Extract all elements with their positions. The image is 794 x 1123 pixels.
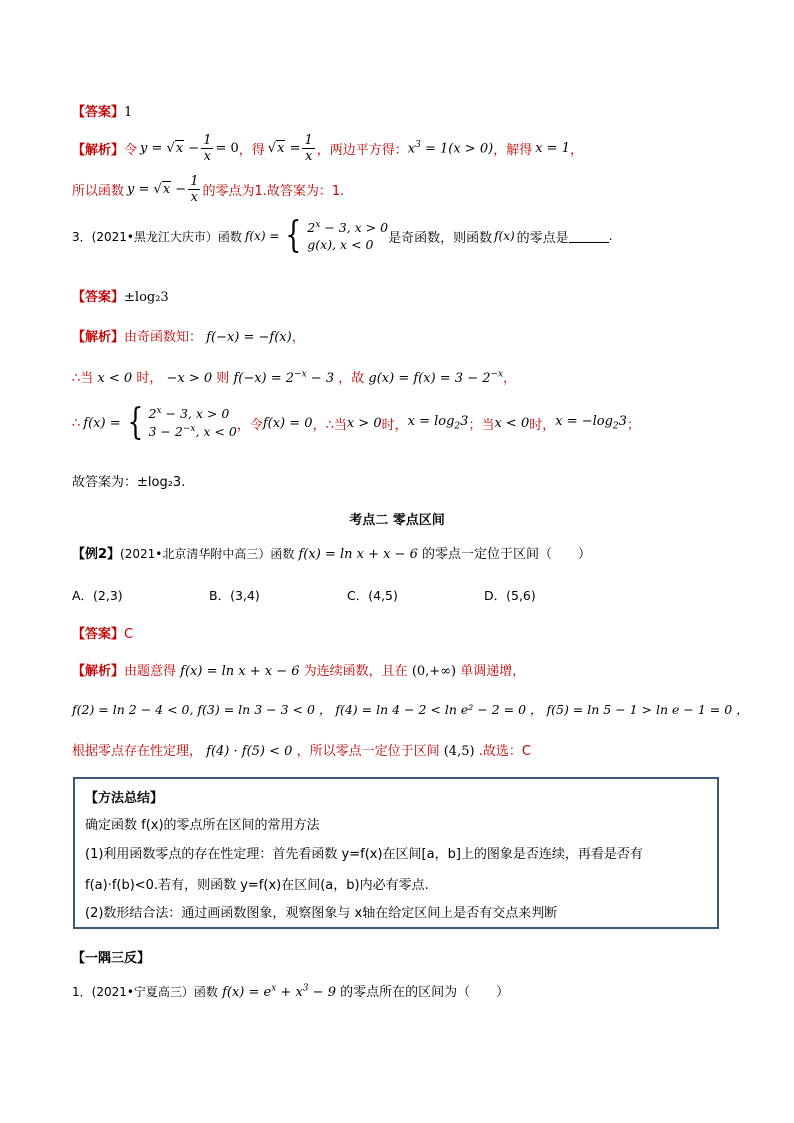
math-expression: x > 0 <box>346 415 382 431</box>
math-expression: f(2) = ln 2 − 4 < 0, f(3) = ln 3 − 3 < 0 ， f(4) = ln 4 − 2 < ln e² − 2 = 0 ， f(5) = ln 5 − 1 > ln e − 1 = 0 ， <box>72 702 749 717</box>
answer-value: ±log₂3 <box>124 290 169 305</box>
question-text: 1．(2021•宁夏高三）函数 <box>72 985 218 999</box>
option-c: C．(4,5) <box>347 588 398 603</box>
answer-value: 1 <box>124 105 133 120</box>
analysis-text: 的零点为1.故答案为：1. <box>202 184 345 199</box>
analysis-text: 为连续函数，且在 <box>303 664 408 679</box>
analysis-text: 时， <box>529 417 556 433</box>
piecewise-function: { $2^x - 3$, x > 0 $3 - 2^{-x}$, x < 0 <box>127 402 237 444</box>
math-expression: f(x) = ln x + x − 6 <box>180 664 300 679</box>
math-expression: y = √x − <box>140 141 200 156</box>
fraction: $\frac{1}{x}$ <box>203 133 212 164</box>
piecewise-function: { $2^x - 3$, x > 0 g(x), x < 0 <box>285 215 389 256</box>
math-expression: f(−x) = −f(x) <box>206 330 292 345</box>
analysis-text: ，故 <box>338 371 365 386</box>
math-expression: $x^3 = 1(x > 0)$ <box>407 140 494 157</box>
analysis-line-3-1: 【解析】由奇函数知： f(−x) = −f(x)， <box>72 330 305 345</box>
fraction: $\frac{1}{x}$ <box>190 174 199 205</box>
analysis-text: 则 <box>216 371 230 386</box>
analysis-text: 所以函数 <box>72 184 125 199</box>
analysis-text: .故选：C <box>478 744 531 759</box>
analysis-line-3-2: ∴当 x < 0 时， −x > 0 则 $f(-x) = 2^{-x} - 3$ ，故 $g(x) = f(x) = 3 - 2^{-x}$， <box>72 369 517 386</box>
analysis-text: ，所以零点一定位于区间 <box>296 744 440 759</box>
question-3 <box>72 215 613 256</box>
answer-tag: 【答案】 <box>72 290 125 305</box>
math-expression: −x > 0 <box>166 371 213 386</box>
math-expression: f(x) = 0 <box>262 415 313 431</box>
math-expression: f(x) = <box>244 229 280 243</box>
summary-line: 确定函数 f(x)的零点所在区间的常用方法 <box>85 818 320 833</box>
math-expression: x < 0 <box>97 371 133 386</box>
answer-line-3 <box>72 286 169 305</box>
math-expression: f(4) · f(5) < 0 <box>206 744 293 759</box>
answer-value: C <box>124 627 134 642</box>
question-text: 是奇函数，则函数 <box>388 230 493 246</box>
analysis-text: 由奇函数知： <box>124 330 203 345</box>
math-expression: f(x) = <box>83 415 121 431</box>
example-2-question <box>72 543 591 562</box>
analysis-text: 令 <box>124 143 138 158</box>
section-title: 考点二 零点区间 <box>349 513 445 528</box>
analysis-line-prev-1: 【解析】 令 y = √x − $\frac{1}{x}$ = 0 ，得 √x = $\frac{1}{x}$ ，两边平方得： $x^3 = 1(x > 0)$ ，解得 x = 1 ， <box>72 133 583 164</box>
math-expression: x = 1 <box>535 141 570 156</box>
question-text: 的零点是 <box>516 230 569 246</box>
question-text: (2021•北京清华附中高三）函数 <box>120 547 295 561</box>
option-a: A．(2,3) <box>72 588 123 603</box>
question-text: 的零点所在的区间为（ ） <box>340 985 510 1000</box>
fraction: $\frac{1}{x}$ <box>304 133 313 164</box>
option-b: B．(3,4) <box>209 588 260 603</box>
summary-title: 【方法总结】 <box>85 791 164 806</box>
math-expression: x < 0 <box>494 415 530 431</box>
practice-question-1 <box>72 981 509 1000</box>
math-expression: $f(x) = e^x + x^3 - 9$ <box>222 983 336 1000</box>
analysis-text: 由题意得 <box>124 664 177 679</box>
answer-tag: 【答案】 <box>72 627 125 642</box>
math-expression: (0,+∞) <box>411 664 457 679</box>
math-expression: $f(-x) = 2^{-x} - 3$ <box>233 369 335 386</box>
analysis-text: ，两边平方得： <box>316 143 408 158</box>
math-expression: f(x) = ln x + x − 6 <box>298 547 418 562</box>
question-text: 3．(2021•黑龙江大庆市）函数 <box>72 229 242 244</box>
analysis-text: ，令 <box>236 417 263 433</box>
final-answer-text: 故答案为：±log₂3. <box>72 475 186 490</box>
analysis-text: ；当 <box>468 417 495 433</box>
answer-tag: 【答案】 <box>72 105 125 120</box>
analysis-tag: 【解析】 <box>72 330 125 345</box>
analysis-text: ∴ <box>72 415 81 431</box>
answer-line-ex2 <box>72 623 133 642</box>
math-expression: $g(x) = f(x) = 3 - 2^{-x}$ <box>368 369 504 386</box>
math-expression: $x = -\log_23$ <box>555 414 627 432</box>
analysis-text: 时， <box>381 417 408 433</box>
math-expression: f(x) <box>494 229 515 243</box>
analysis-tag: 【解析】 <box>72 664 125 679</box>
answer-blank <box>569 229 609 243</box>
analysis-line-3-3 <box>72 402 640 444</box>
analysis-text: ，解得 <box>493 143 533 158</box>
math-expression: √x = <box>267 141 301 156</box>
math-expression: (4,5) <box>443 744 475 759</box>
option-d: D．(5,6) <box>484 588 536 603</box>
math-expression: $x = \log_23$ <box>407 414 469 432</box>
analysis-text: ， <box>569 143 583 158</box>
analysis-line-ex2-1 <box>72 660 525 679</box>
analysis-text: 根据零点存在性定理， <box>72 744 203 759</box>
analysis-line-prev-2 <box>72 175 344 204</box>
method-summary-box <box>73 777 719 929</box>
summary-line: f(a)·f(b)<0.若有，则函数 y=f(x)在区间(a，b)内必有零点. <box>85 878 429 893</box>
analysis-line-ex2-2 <box>72 700 749 718</box>
question-text: 的零点一定位于区间（ ） <box>422 547 592 562</box>
analysis-text: 时， <box>136 371 163 386</box>
analysis-text: ； <box>626 417 640 433</box>
analysis-tag: 【解析】 <box>72 143 125 158</box>
question-text: . <box>608 229 613 243</box>
summary-line: (1)利用函数零点的存在性定理：首先看函数 y=f(x)在区间[a，b]上的图象是否连续，再看是否有 <box>85 847 643 862</box>
final-answer-3 <box>72 471 185 490</box>
summary-line: (2)数形结合法：通过画函数图象，观察图象与 x轴在给定区间上是否有交点来判断 <box>85 906 558 921</box>
analysis-text: 单调递增， <box>460 664 526 679</box>
example-tag: 【例2】 <box>72 547 121 562</box>
analysis-text: ，得 <box>238 143 265 158</box>
answer-line-prev <box>72 101 132 120</box>
math-expression: y = √x − <box>127 182 187 197</box>
analysis-text: ∴当 <box>72 371 94 386</box>
analysis-text: ，∴当 <box>312 417 347 433</box>
practice-heading: 【一隅三反】 <box>72 951 151 966</box>
analysis-line-ex2-3 <box>72 740 531 759</box>
